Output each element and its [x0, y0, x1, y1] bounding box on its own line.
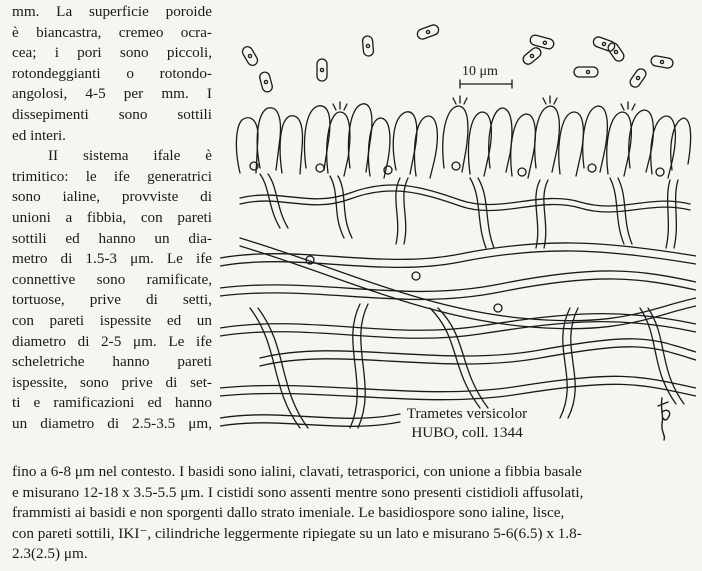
- text-line: ispessite, sono prive di set-: [12, 373, 212, 391]
- scale-bar: [460, 80, 512, 88]
- left-column-text: [12, 2, 212, 434]
- text-line: tortuose, prive di setti,: [12, 291, 212, 309]
- hyphae-illustration: [220, 8, 696, 448]
- text-line: mm. La superficie poroide: [12, 3, 212, 20]
- bottom-paragraph: [12, 462, 692, 565]
- paragraph-hyphal-system: [12, 146, 212, 434]
- scale-bar-label: 10 μm: [462, 64, 498, 79]
- text-line: metro di 1.5-3 μm. Le ife: [12, 250, 212, 268]
- generative-hyphae: [240, 174, 690, 248]
- text-line: è biancastra, cremeo ocra-: [12, 23, 212, 41]
- text-line: connettive sono ramificate,: [12, 270, 212, 288]
- spores: [241, 24, 674, 93]
- text-line: unioni a fibbia, con pareti: [12, 208, 212, 226]
- text-line: dissepimenti sono sottili: [12, 105, 212, 123]
- text-line: diametro di 2-5 μm. Le ife: [12, 332, 212, 350]
- paragraph-pores: [12, 2, 212, 146]
- text-line: sono ialine, provviste di: [12, 188, 212, 206]
- figure-caption: [382, 404, 552, 442]
- text-line: rotondeggianti o rotondo-: [12, 64, 212, 82]
- text-line: trimitico: le ife generatrici: [12, 167, 212, 185]
- hymenium-basidia: [236, 96, 690, 178]
- context-hyphae: [220, 238, 696, 428]
- text-line: ti e ramificazioni ed hanno: [12, 394, 212, 412]
- text-line: fino a 6-8 μm nel contesto. I basidi sono ialini, clavati, tetrasporici, con unione a fibbia basale: [12, 463, 582, 480]
- text-line: con pareti ispessite ed un: [12, 311, 212, 329]
- text-line: II sistema ifale è: [48, 147, 212, 165]
- text-line: 2.3(2.5) μm.: [12, 545, 88, 563]
- text-line: un diametro di 2.5-3.5 μm,: [12, 414, 212, 432]
- caption-species: Trametes versicolor: [406, 405, 528, 422]
- artist-monogram: [654, 394, 676, 444]
- text-line: sottili ed hanno un dia-: [12, 229, 212, 247]
- text-line: ed interi.: [12, 126, 66, 144]
- text-line: con pareti sottili, IKI⁻, cilindriche leggermente ripiegate su un lato e misurano 5-6(6.5) x 1.8-: [12, 524, 582, 542]
- text-line: angolosi, 4-5 per mm. I: [12, 85, 212, 103]
- caption-collection: HUBO, coll. 1344: [411, 424, 523, 441]
- text-line: frammisti ai basidi e non sporgenti dallo strato imeniale. Le basidiospore sono ialine, lisce,: [12, 504, 565, 522]
- text-line: cea; i pori sono piccoli,: [12, 44, 212, 62]
- text-line: scheletriche hanno pareti: [12, 353, 212, 371]
- text-line: e misurano 12-18 x 3.5-5.5 μm. I cistidi sono assenti mentre sono presenti cistidioli affusolati,: [12, 483, 584, 501]
